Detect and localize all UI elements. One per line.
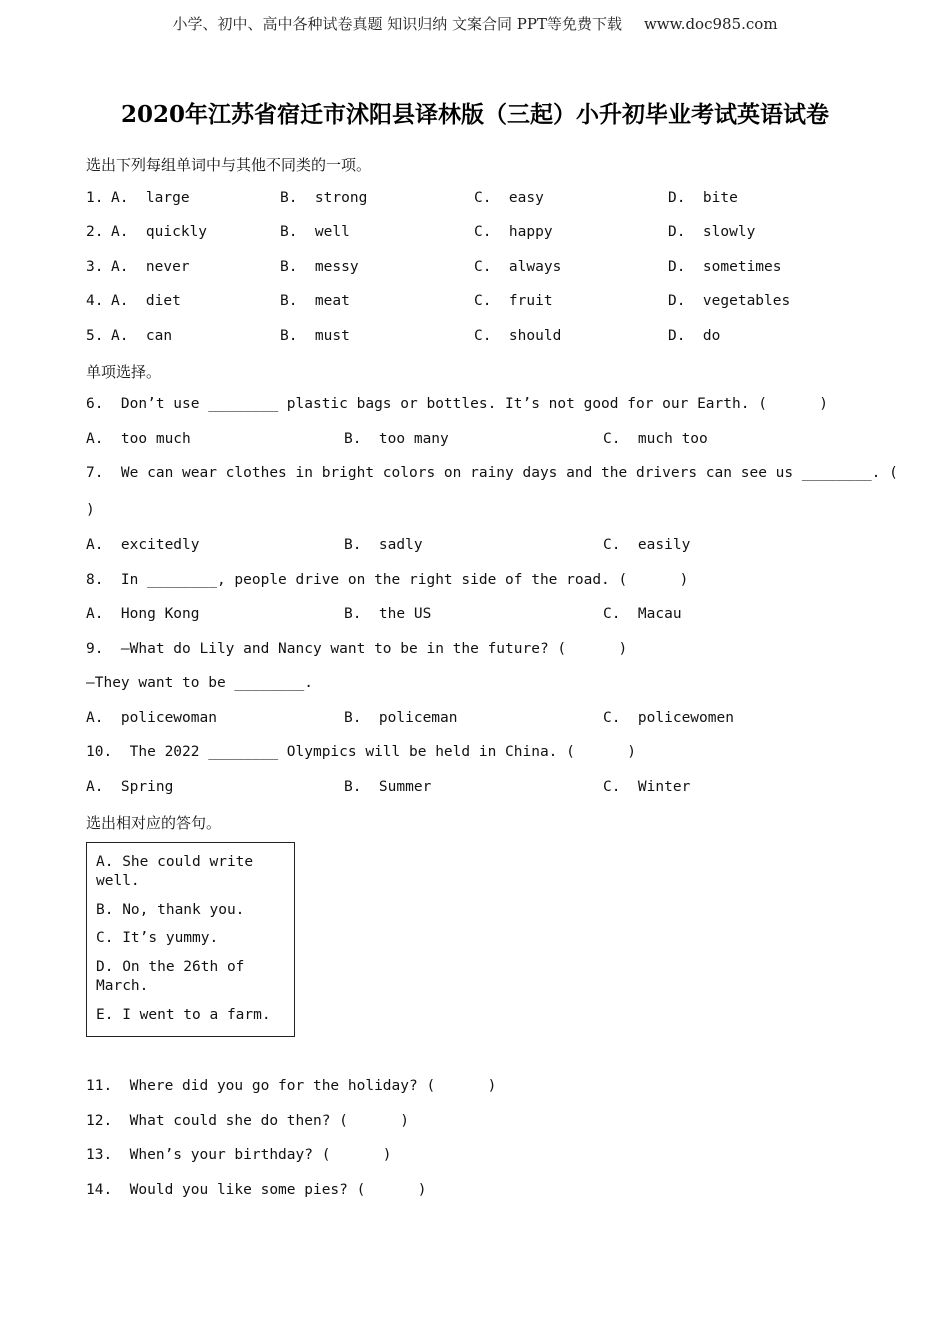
- q10-option-a: A. Spring: [86, 779, 174, 795]
- q7-option-b: B. sadly: [344, 537, 423, 553]
- header-site-link[interactable]: www.doc985.com: [643, 15, 778, 33]
- option-c: C. should: [474, 328, 562, 344]
- option-c: C. happy: [474, 224, 553, 240]
- option-d: D. sometimes: [668, 259, 782, 275]
- answer-option-a: A. She could write well.: [96, 854, 254, 889]
- option-a: A. can: [111, 328, 173, 344]
- question-9-answer-line: —They want to be ________.: [86, 675, 313, 691]
- option-b: B. strong: [280, 190, 368, 206]
- option-c: C. easy: [474, 190, 544, 206]
- option-a: A. never: [111, 259, 190, 275]
- question-number: 5.: [86, 328, 104, 344]
- q7-option-c: C. easily: [603, 537, 691, 553]
- q9-option-a: A. policewoman: [86, 710, 217, 726]
- option-c: C. fruit: [474, 293, 553, 309]
- q8-option-a: A. Hong Kong: [86, 606, 200, 622]
- question-10: 10. The 2022 ________ Olympics will be held in China. ( ): [86, 744, 636, 760]
- q8-option-b: B. the US: [344, 606, 432, 622]
- option-b: B. messy: [280, 259, 359, 275]
- q7-option-a: A. excitedly: [86, 537, 200, 553]
- option-d: D. vegetables: [668, 293, 791, 309]
- question-9: 9. —What do Lily and Nancy want to be in the future? ( ): [86, 641, 628, 657]
- option-c: C. always: [474, 259, 562, 275]
- answer-options-box: [86, 842, 295, 1037]
- option-b: B. well: [280, 224, 350, 240]
- option-d: D. slowly: [668, 224, 756, 240]
- q6-option-a: A. too much: [86, 431, 191, 447]
- option-a: A. diet: [111, 293, 181, 309]
- answer-option-e: E. I went to a farm.: [96, 1007, 271, 1023]
- section2-instruction: 单项选择。: [86, 363, 162, 381]
- section1-instruction: 选出下列每组单词中与其他不同类的一项。: [86, 156, 372, 174]
- option-a: A. large: [111, 190, 190, 206]
- question-13: 13. When’s your birthday? ( ): [86, 1147, 392, 1163]
- q9-option-c: C. policewomen: [603, 710, 734, 726]
- question-11: 11. Where did you go for the holiday? ( ): [86, 1078, 497, 1094]
- question-8: 8. In ________, people drive on the right side of the road. ( ): [86, 572, 689, 588]
- section3-instruction: 选出相对应的答句。: [86, 814, 222, 832]
- page-header: [0, 13, 950, 34]
- q8-option-c: C. Macau: [603, 606, 682, 622]
- question-number: 3.: [86, 259, 104, 275]
- question-7-continued: ): [86, 502, 95, 518]
- option-a: A. quickly: [111, 224, 208, 240]
- question-6: 6. Don’t use ________ plastic bags or bottles. It’s not good for our Earth. ( ): [86, 396, 829, 412]
- q10-option-c: C. Winter: [603, 779, 691, 795]
- question-number: 2.: [86, 224, 104, 240]
- answer-option-d: D. On the 26th of March.: [96, 959, 245, 994]
- answer-option-c: C. It’s yummy.: [96, 930, 219, 946]
- option-d: D. bite: [668, 190, 738, 206]
- question-7: 7. We can wear clothes in bright colors on rainy days and the drivers can see us ________. (: [86, 465, 898, 481]
- q10-option-b: B. Summer: [344, 779, 432, 795]
- question-number: 4.: [86, 293, 104, 309]
- header-text: 小学、初中、高中各种试卷真题 知识归纳 文案合同 PPT等免费下载: [172, 15, 622, 33]
- answer-option-b: B. No, thank you.: [96, 902, 245, 918]
- option-d: D. do: [668, 328, 721, 344]
- q6-option-c: C. much too: [603, 431, 708, 447]
- option-b: B. must: [280, 328, 350, 344]
- question-number: 1.: [86, 190, 104, 206]
- q9-option-b: B. policeman: [344, 710, 458, 726]
- q6-option-b: B. too many: [344, 431, 449, 447]
- question-12: 12. What could she do then? ( ): [86, 1113, 410, 1129]
- page-title: 2020年江苏省宿迁市沭阳县译林版（三起）小升初毕业考试英语试卷: [120, 101, 829, 128]
- option-b: B. meat: [280, 293, 350, 309]
- question-14: 14. Would you like some pies? ( ): [86, 1182, 427, 1198]
